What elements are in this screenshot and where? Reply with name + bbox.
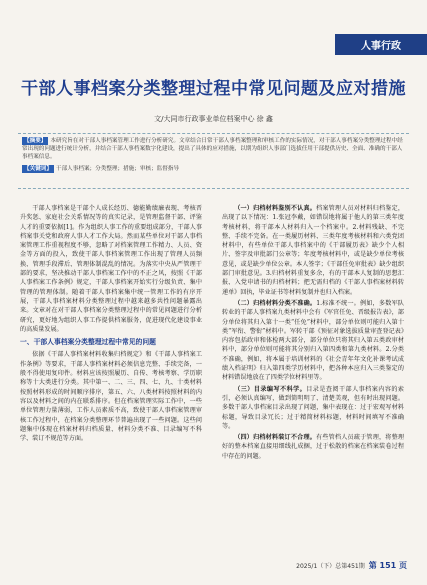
issue-info: 2025/1（下）总第451期 — [296, 563, 365, 570]
paragraph-text: 目录是查阅干部人事档案内容的索引，必须认真编写，做到简明明了、清楚美观，但有时出现问题。多数干部人事档案目录出现了问题，集中表现在：过于宏观写材料标题，导致目录冗长；过于精简材料标题，材料时间填写不准确等。 — [222, 385, 405, 430]
abstract — [22, 137, 405, 162]
paragraph — [222, 433, 404, 461]
section-tag: 人事行政 — [335, 34, 427, 55]
article-title: 干部人事档案分类整理过程中常见问题及应对措施 — [21, 79, 406, 99]
paragraph: 干部人事档案是干部个人成长经历、德能勤绩廉表现、考核晋升奖惩、家庭社会关系情况等的真实记录，是管理监督干部、评鉴人才的重要依据[1]。作为组织人事工作的重要组成部分，干部人事档案事关党和政府人事人才工作大局。然而某些单位对干部人事档案管理工作重视程度不够，忽略了对档案管理工作精力、人员、资金等方面的投入，致使干部人事档案管理工作出现了管理人员频换、管理手段滞后、管理体制混乱的情况。为落实中央从严管理干部的要求，坚决推动干部人事档案工作中的不正之风，按照《干部人事档案工作条例》规定，干部人事档案开始实行分级负责、集中管理的管理体制。随着干部人事档案集中统一管理工作的有序开展，干部人事档案材料分类整理过程中越来越多共性问题暴露出来。文章对在对干部人事档案分类整理过程中的常见问题进行分析研究，更好地为组织人事工作提供档案服务，促进现代化建设事业的高质量发展。 — [20, 205, 202, 333]
subheading: （二）归档材料分类不准确。 — [234, 299, 317, 307]
paragraph — [222, 299, 404, 383]
abstract-label: 【摘要】 — [24, 138, 47, 144]
subheading: （四）归档材料装订不合理。 — [234, 434, 317, 442]
paragraph-text: 档案管理人员对材料归档鉴定，出现了以下情况：1.张冠李戴，如错误地将属于他人的第三类年度考核材料，将干部本人材料归入一个档案中。2.材料残缺、不完整、手续不完备。在一类履历材料、三类年度考核材料和六类党团材料中，有些单位干部人事档案中的《干部履历表》缺少个人相片、签字及审批部门公章等；年度考核材料中，或是缺少单位考核意见，或是缺少单位公章。本人签字；《干部任免审批表》缺少组织部门审批意见。3.归档材料重复多余，有的干部本人复制的思想汇报、入党申请书的归档材料；把无需归档的《干部人事档案材料转递单》回执，毕业证书等材料复制并也归入档案。 — [222, 205, 404, 296]
section-heading: 一、干部人事档案分类整理过程中常见的问题 — [20, 338, 156, 347]
paragraph — [222, 204, 404, 297]
paragraph-text: 有些管档人员疏于管理，将整理好的整本档案直接用细线扎成捆，过于松散的档案在档案装卷过程中存在的问题。 — [222, 434, 404, 460]
subheading: （一）归档材料鉴别不认真。 — [234, 205, 317, 212]
abstract-box — [18, 133, 409, 189]
page-number: 第 151 页 — [368, 561, 407, 570]
paragraph — [222, 385, 404, 431]
keywords — [22, 165, 405, 173]
paragraph-text: 1.标准不统一。例如，多数军队转业的干部人事档案九类材料中会有《军官任免、晋级报告表》，部分单位将其归入第十一类“任免”材料中，部分单位则可能归入第十类“军衔、警衔”材料中。军转干部《预征对象选拔质量审查登记表》内容包括政审和体检两大部分，部分单位只将其归入第五类政审材料中，部分单位则可能将其分别归入第四类和第九类材料。2.分类不准确，例如，将本属于培训材料的《社会青年年文化补课考试成绩入档证明》归入第四类学历材料中，把各种本应归入三类鉴定的材料错误地放在了四类学位材料里等。 — [222, 299, 404, 382]
abstract-text: 本研究旨在对干部人事档案管理工作进行分析研究。文章结合日常干部人事档案整理和审核工作的实际情况，对干部人事档案分类整理过程中经常出现的问题进行统计分析，并结合干部人事档案数字化建设，提出了具体的应对措施，以期为组织人事部门选拔任用干部提供历史、全面、准确的干部人事档案信息。 — [22, 138, 403, 161]
right-column — [222, 204, 404, 463]
keywords-text: 干部人事档案；分类整理；措施；审核；监督指导 — [55, 165, 180, 172]
keywords-label: 【关键词】 — [24, 165, 52, 172]
subheading: （三）目录编写不科学。 — [234, 385, 307, 393]
author-line: 文/大同市行政事业单位档案中心 徐 鑫 — [154, 115, 273, 123]
left-column — [20, 204, 202, 445]
paragraph: 依据《干部人事档案材料收集归档规定》和《干部人事档案工作条例》等要求，干部人事档案材料必须信息完整、手续完备，一般不得使用复印件。材料应该按照履历、自传、考核考察、学历职称等十大类进行分类。其中第一、二、三、四、七、九、十类材料按照材料形成的时间顺序排序，第五、六、八类材料按照材料的内容以及材料之间的内在联系排序。但在档案管理实际工作中，一些单位管理力量薄弱，工作人员素质不高，致使干部人事档案管理审核工作过程中，在档案分类整理环节普遍出现了一些问题。这些问题集中体现在档案材料归档质量、材料分类不准、目录编写不科学、装订不规范等方面。 — [20, 351, 202, 443]
page-footer — [296, 560, 407, 571]
